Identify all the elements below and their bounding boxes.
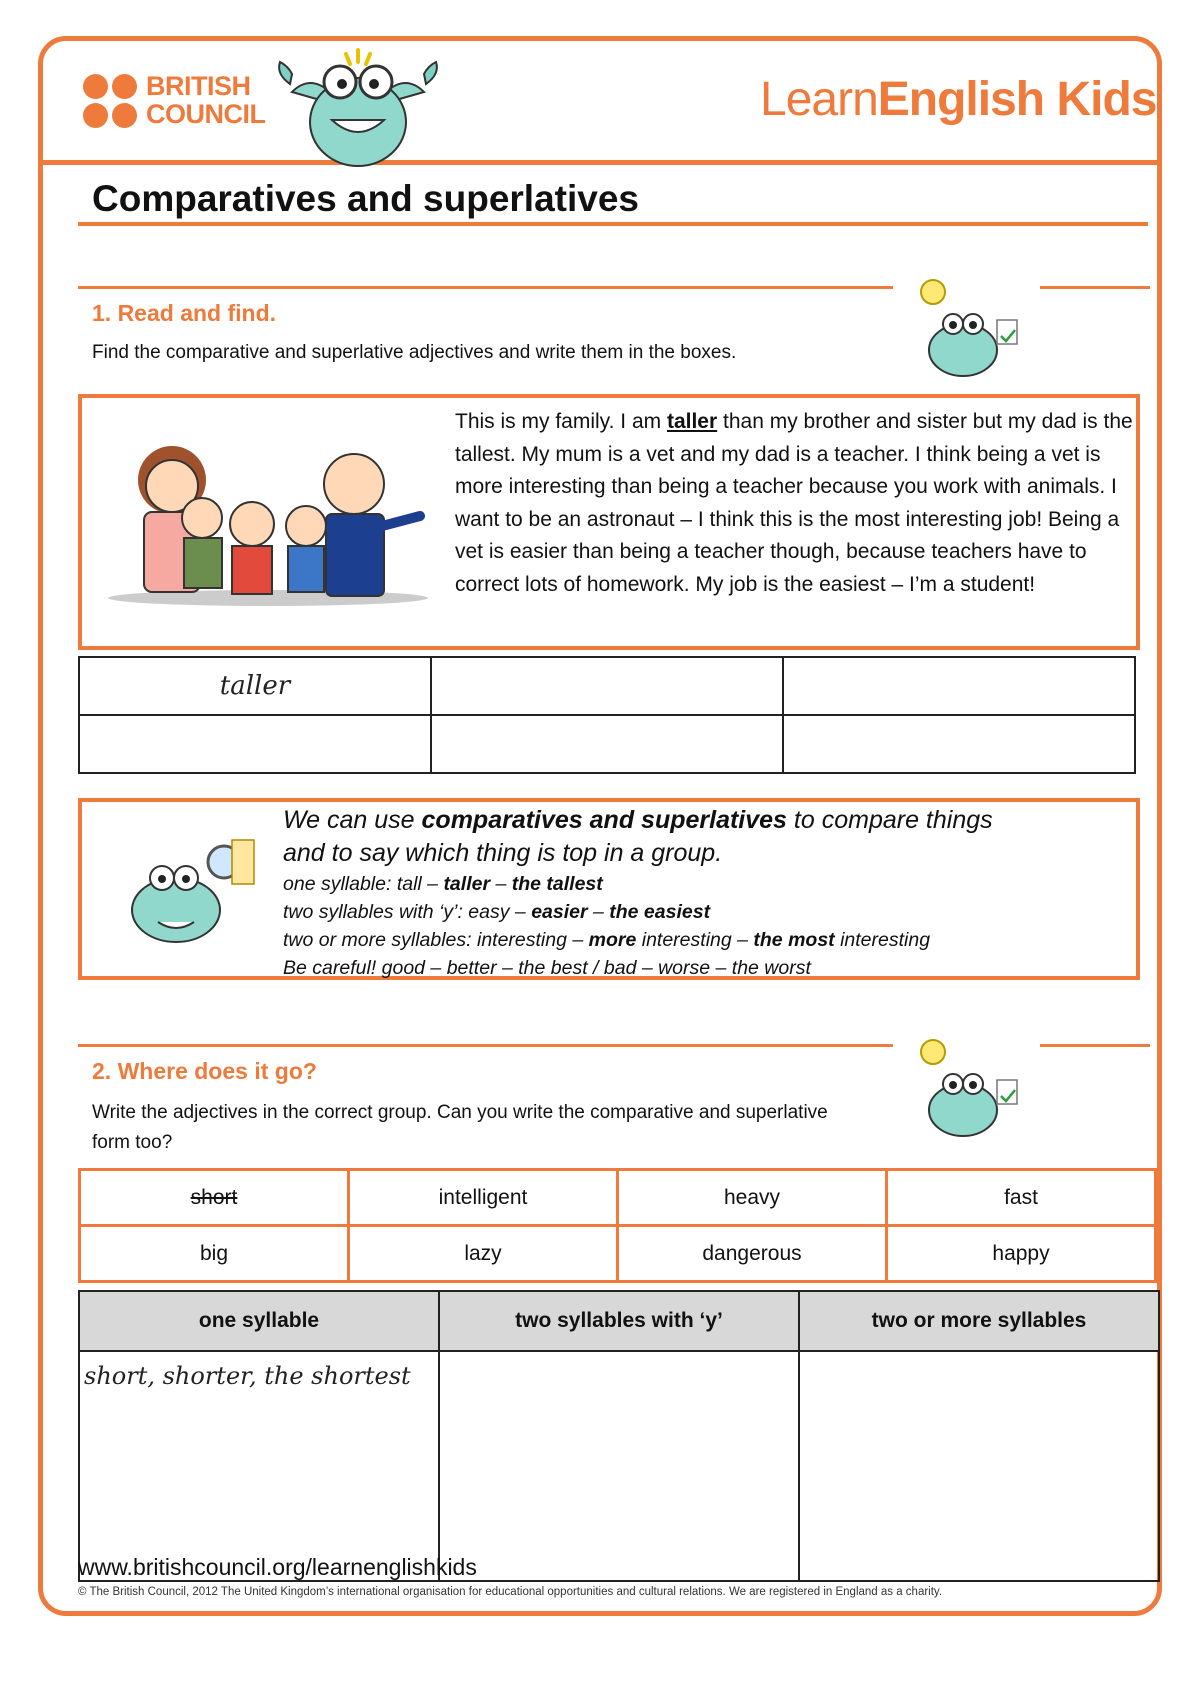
word-bank-item: happy: [887, 1226, 1156, 1282]
title-underline: [78, 222, 1148, 226]
section-1-rule-right: [1040, 286, 1150, 289]
answer-cell[interactable]: [783, 657, 1135, 715]
section-2-heading: 2. Where does it go?: [92, 1058, 317, 1084]
idea-monster-icon: [905, 270, 1025, 380]
answer-cell[interactable]: [79, 715, 431, 773]
section-2-rule: [78, 1044, 893, 1047]
british-council-wordmark: BRITISH COUNCIL: [146, 71, 266, 129]
group-answer-cell[interactable]: [799, 1351, 1159, 1581]
word-bank-item: big: [80, 1226, 349, 1282]
section-1-heading: 1. Read and find.: [92, 300, 277, 326]
word-bank-table: [78, 1168, 1157, 1283]
section-1-rule: [78, 286, 893, 289]
syllable-groups-table: [78, 1290, 1160, 1582]
answer-cell[interactable]: [431, 715, 783, 773]
footer-url-link[interactable]: www.britishcouncil.org/learnenglishkids: [78, 1554, 477, 1580]
group-header: two syllables with ‘y’: [439, 1291, 799, 1351]
answer-table: [78, 656, 1136, 774]
idea-monster-icon: [905, 1030, 1025, 1140]
header-divider: [41, 160, 1159, 165]
section-2-rule-right: [1040, 1044, 1150, 1047]
grammar-rule-text: We can use comparatives and superlatives to compare things and to say which thing is top in a group. one syllable: tall – taller – the tallest two syllables with ‘y’: easy – easier – the easiest two or more syllables: interesting – more interesting – the most interesting Be careful! good – better – the best / bad – worse – the worst: [283, 806, 993, 979]
word-bank-item: intelligent: [349, 1170, 618, 1226]
detective-monster-icon: [120, 834, 260, 946]
word-bank-item: heavy: [618, 1170, 887, 1226]
family-illustration-icon: [92, 430, 444, 606]
group-answer-cell[interactable]: short, shorter, the shortest: [79, 1351, 439, 1581]
word-bank-item: fast: [887, 1170, 1156, 1226]
highlighted-word: taller: [666, 410, 718, 433]
group-header: two or more syllables: [799, 1291, 1159, 1351]
page-title: Comparatives and superlatives: [92, 178, 639, 219]
group-answer-cell[interactable]: [439, 1351, 799, 1581]
word-bank-item: short: [80, 1170, 349, 1226]
footer-copyright: © The British Council, 2012 The United Kingdom’s international organisation for educational opportunities and cultural relations. We are registered in England as a charity.: [78, 1586, 943, 1598]
word-bank-item: lazy: [349, 1226, 618, 1282]
word-bank-item: dangerous: [618, 1226, 887, 1282]
answer-cell[interactable]: [783, 715, 1135, 773]
learnenglish-kids-logo: LearnEnglish Kids: [760, 73, 1157, 126]
answer-cell[interactable]: taller: [79, 657, 431, 715]
family-story-text: This is my family. I am taller than my brother and sister but my dad is the tallest. My mum is a vet and my dad is a teacher. I think being a vet is more interesting than being a teacher because you work with animals. I want to be an astronaut – I think this is the most interesting job! Being a vet is easier than being a teacher though, because teachers have to correct lots of homework. My job is the easiest – I’m a student!: [455, 410, 1133, 596]
monster-mascot-icon: [270, 44, 446, 172]
section-2-instruction: Write the adjectives in the correct group. Can you write the comparative and superlative form too?: [92, 1102, 828, 1153]
section-1-instruction: Find the comparative and superlative adjectives and write them in the boxes.: [92, 342, 737, 363]
answer-cell[interactable]: [431, 657, 783, 715]
group-header: one syllable: [79, 1291, 439, 1351]
british-council-logo-icon: [83, 74, 139, 130]
